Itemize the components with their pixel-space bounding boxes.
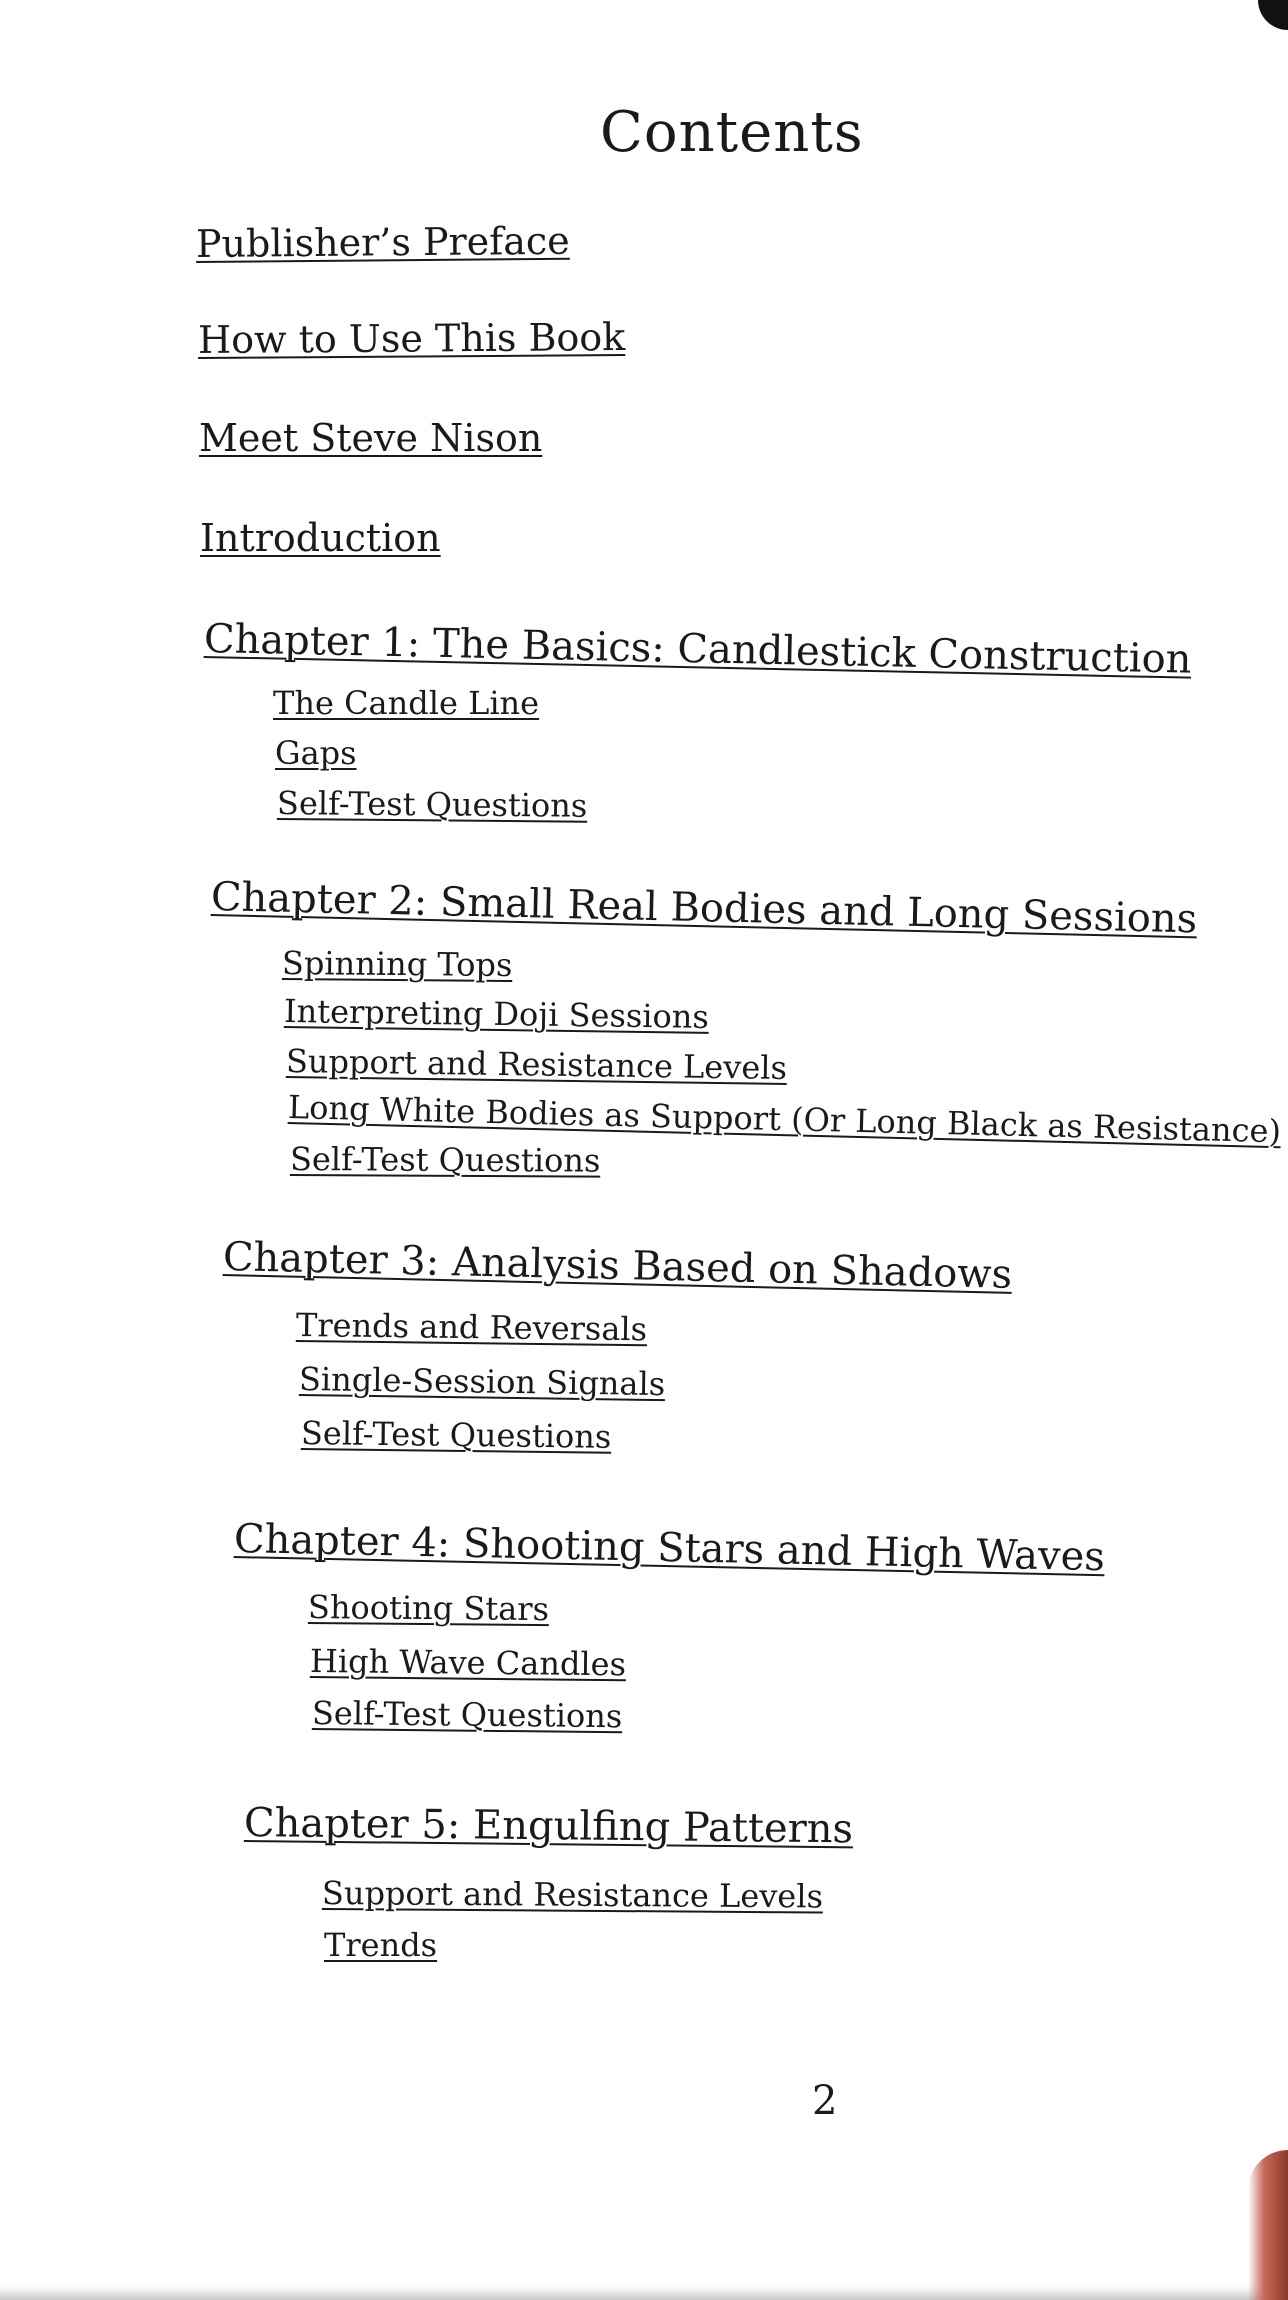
toc-section-high-wave[interactable]: High Wave Candles [309, 1642, 627, 1684]
toc-section-self-test-3[interactable]: Self-Test Questions [300, 1414, 612, 1456]
page-corner-shadow [1258, 0, 1288, 30]
page-number: 2 [812, 2078, 838, 2124]
toc-section-trends[interactable]: Trends [324, 1926, 438, 1964]
toc-link-meet-steve-nison[interactable]: Meet Steve Nison [199, 416, 543, 460]
toc-section-trends-reversals[interactable]: Trends and Reversals [295, 1306, 648, 1349]
finger-edge [1248, 2150, 1288, 2300]
toc-section-self-test-1[interactable]: Self-Test Questions [276, 784, 588, 825]
toc-section-single-session[interactable]: Single-Session Signals [298, 1360, 666, 1404]
toc-section-self-test-2[interactable]: Self-Test Questions [289, 1140, 601, 1180]
toc-link-how-to-use[interactable]: How to Use This Book [197, 315, 626, 362]
toc-section-spinning-tops[interactable]: Spinning Tops [281, 944, 513, 985]
toc-section-support-resistance-5[interactable]: Support and Resistance Levels [321, 1874, 824, 1916]
toc-chapter-3[interactable]: Chapter 3: Analysis Based on Shadows [222, 1234, 1013, 1298]
toc-chapter-4[interactable]: Chapter 4: Shooting Stars and High Waves [233, 1516, 1106, 1581]
toc-section-support-resistance-2[interactable]: Support and Resistance Levels [285, 1042, 788, 1087]
toc-section-candle-line[interactable]: The Candle Line [273, 684, 540, 722]
toc-section-doji-sessions[interactable]: Interpreting Doji Sessions [283, 992, 710, 1036]
toc-section-gaps[interactable]: Gaps [275, 734, 357, 772]
toc-link-introduction[interactable]: Introduction [200, 516, 441, 560]
toc-chapter-5[interactable]: Chapter 5: Engulfing Patterns [243, 1800, 854, 1853]
toc-section-shooting-stars[interactable]: Shooting Stars [307, 1588, 550, 1629]
page-title: Contents [600, 100, 864, 165]
toc-chapter-2[interactable]: Chapter 2: Small Real Bodies and Long Sessions [210, 874, 1198, 943]
toc-section-long-white-bodies[interactable]: Long White Bodies as Support (Or Long Black as Resistance) [287, 1088, 1282, 1151]
page-bottom-edge [0, 2286, 1288, 2300]
toc-section-self-test-4[interactable]: Self-Test Questions [311, 1694, 623, 1736]
toc-chapter-1[interactable]: Chapter 1: The Basics: Candlestick Construction [203, 616, 1192, 683]
toc-link-publishers-preface[interactable]: Publisher’s Preface [195, 218, 570, 266]
